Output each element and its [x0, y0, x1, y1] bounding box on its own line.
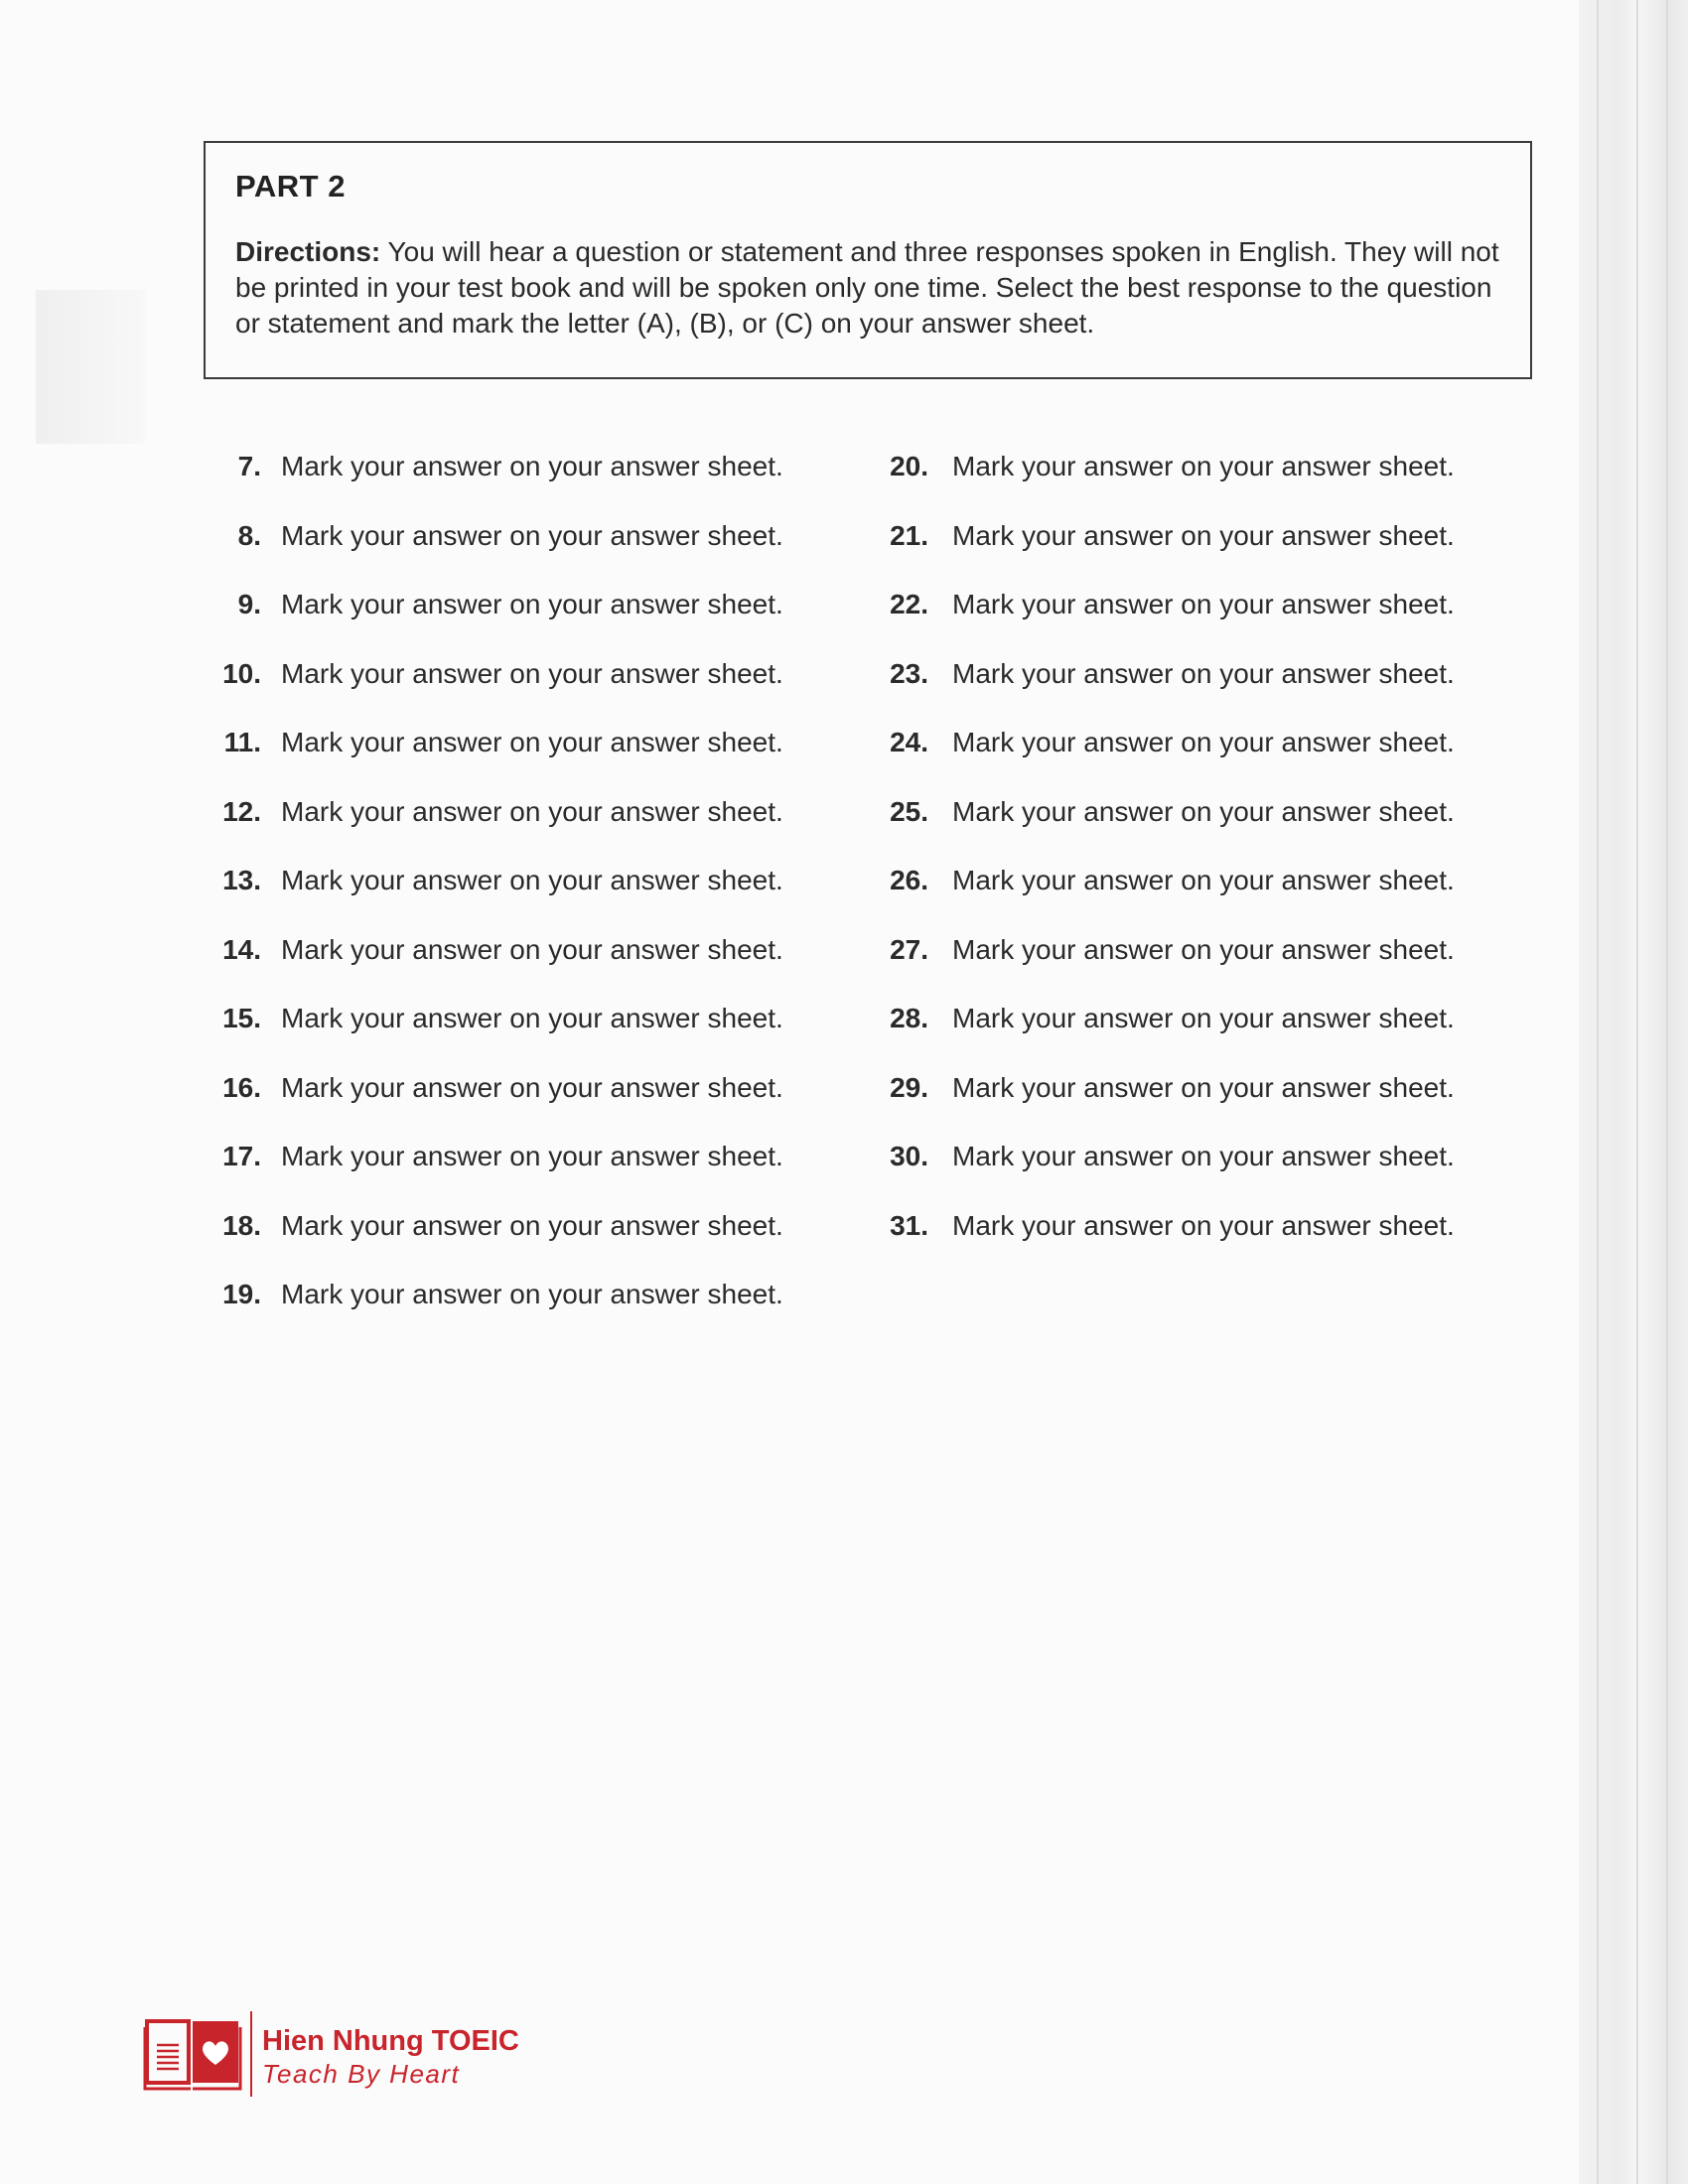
- question-number: 28.: [890, 1003, 928, 1033]
- question-item: [204, 1072, 783, 1142]
- directions-label: Directions:: [235, 236, 381, 267]
- questions-right-column: [874, 451, 1455, 1279]
- question-item: [204, 1279, 783, 1348]
- question-text: Mark your answer on your answer sheet.: [281, 795, 783, 827]
- question-number: 12.: [222, 795, 261, 827]
- question-item: [204, 1210, 783, 1280]
- question-text: Mark your answer on your answer sheet.: [281, 519, 783, 551]
- question-text: Mark your answer on your answer sheet.: [952, 451, 1455, 481]
- question-text: Mark your answer on your answer sheet.: [952, 1003, 1455, 1033]
- question-text: Mark your answer on your answer sheet.: [952, 795, 1455, 827]
- question-text: Mark your answer on your answer sheet.: [952, 589, 1455, 619]
- question-item: [204, 1141, 783, 1210]
- question-item: [874, 1141, 1455, 1210]
- question-item: [874, 865, 1455, 934]
- question-item: [874, 934, 1455, 1004]
- question-text: Mark your answer on your answer sheet.: [952, 657, 1455, 689]
- question-text: Mark your answer on your answer sheet.: [952, 1141, 1455, 1171]
- question-number: 18.: [222, 1209, 261, 1241]
- question-text: Mark your answer on your answer sheet.: [281, 1141, 783, 1171]
- question-item: [204, 1003, 783, 1072]
- scan-smudge: [36, 290, 145, 444]
- question-number: 11.: [223, 727, 261, 757]
- edge-line: [1636, 0, 1638, 2184]
- question-item: [874, 727, 1455, 796]
- question-text: Mark your answer on your answer sheet.: [952, 1209, 1455, 1241]
- question-item: [204, 865, 783, 934]
- directions-box: [204, 141, 1532, 379]
- question-item: [874, 658, 1455, 728]
- question-item: [874, 520, 1455, 590]
- question-number: 8.: [237, 519, 261, 551]
- question-item: [874, 1072, 1455, 1142]
- brand-logo: [143, 2011, 560, 2099]
- question-item: [204, 589, 783, 658]
- question-item: [874, 1003, 1455, 1072]
- question-number: 14.: [222, 933, 261, 965]
- question-text: Mark your answer on your answer sheet.: [952, 865, 1455, 895]
- question-number: 26.: [890, 865, 928, 895]
- question-number: 17.: [222, 1141, 261, 1171]
- question-number: 13.: [222, 865, 261, 895]
- edge-line: [1666, 0, 1668, 2184]
- logo-divider: [250, 2011, 252, 2097]
- question-number: 23.: [890, 657, 928, 689]
- question-text: Mark your answer on your answer sheet.: [281, 727, 783, 757]
- question-text: Mark your answer on your answer sheet.: [952, 933, 1455, 965]
- question-item: [874, 1210, 1455, 1280]
- question-item: [204, 934, 783, 1004]
- question-number: 24.: [890, 727, 928, 757]
- question-item: [204, 451, 783, 520]
- question-text: Mark your answer on your answer sheet.: [952, 1071, 1455, 1103]
- question-item: [874, 451, 1455, 520]
- part-title: PART 2: [235, 169, 346, 204]
- brand-tagline: Teach By Heart: [262, 2059, 461, 2089]
- question-number: 9.: [237, 589, 261, 619]
- question-text: Mark your answer on your answer sheet.: [952, 727, 1455, 757]
- book-heart-icon: [143, 2017, 242, 2093]
- question-text: Mark your answer on your answer sheet.: [281, 589, 783, 619]
- question-number: 20.: [890, 451, 928, 481]
- question-item: [204, 658, 783, 728]
- question-text: Mark your answer on your answer sheet.: [281, 933, 783, 965]
- question-item: [204, 520, 783, 590]
- question-item: [204, 727, 783, 796]
- question-text: Mark your answer on your answer sheet.: [281, 451, 783, 481]
- question-number: 29.: [890, 1071, 928, 1103]
- question-number: 16.: [222, 1071, 261, 1103]
- question-item: [204, 796, 783, 866]
- questions-left-column: [204, 451, 783, 1348]
- question-text: Mark your answer on your answer sheet.: [281, 1071, 783, 1103]
- question-number: 19.: [222, 1279, 261, 1309]
- question-number: 10.: [222, 657, 261, 689]
- question-number: 31.: [890, 1209, 928, 1241]
- question-text: Mark your answer on your answer sheet.: [281, 1209, 783, 1241]
- brand-name: Hien Nhung TOEIC: [262, 2025, 519, 2057]
- question-number: 15.: [222, 1003, 261, 1033]
- directions-paragraph: [235, 234, 1506, 341]
- question-text: Mark your answer on your answer sheet.: [281, 865, 783, 895]
- question-number: 7.: [237, 451, 261, 481]
- question-text: Mark your answer on your answer sheet.: [281, 1003, 783, 1033]
- question-text: Mark your answer on your answer sheet.: [952, 519, 1455, 551]
- question-item: [874, 589, 1455, 658]
- book-edge: [1579, 0, 1688, 2184]
- question-number: 21.: [890, 519, 928, 551]
- edge-line: [1597, 0, 1599, 2184]
- question-number: 22.: [890, 589, 928, 619]
- question-number: 30.: [890, 1141, 928, 1171]
- question-text: Mark your answer on your answer sheet.: [281, 657, 783, 689]
- directions-body: You will hear a question or statement and three responses spoken in English. They will not be printed in your test book and will be spoken only one time. Select the best response to the question or statement and mark the letter (A), (B), or (C) on your answer sheet.: [235, 236, 1499, 339]
- question-number: 25.: [890, 795, 928, 827]
- question-item: [874, 796, 1455, 866]
- question-number: 27.: [890, 933, 928, 965]
- question-text: Mark your answer on your answer sheet.: [281, 1279, 783, 1309]
